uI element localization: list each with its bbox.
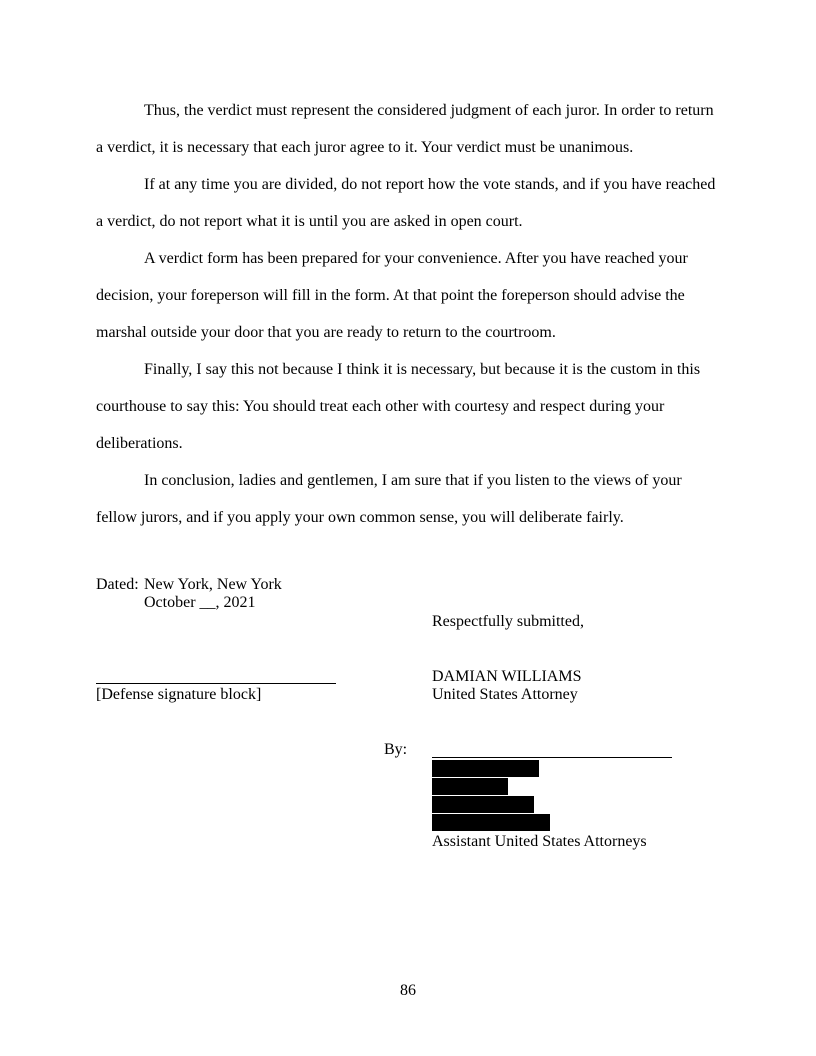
closing: Respectfully submitted, [432,613,584,630]
redaction-bar [432,760,539,777]
dated-label: Dated: [96,576,139,593]
paragraph-divided-vote: If at any time you are divided, do not report how the vote stands, and if you have reached a verdict, do not report what it is until you are asked in open court. [96,176,716,230]
redaction-bar [432,778,508,795]
paragraph-courtesy: Finally, I say this not because I think it is necessary, but because it is the custom in this courthouse to say this: You should treat each other with courtesy and respect during your deliberations. [96,361,701,452]
dated-place: New York, New York [144,576,282,593]
defense-signature-line [96,683,336,684]
page-number: 86 [400,982,416,999]
redaction-bar [432,814,550,831]
paragraph-conclusion: In conclusion, ladies and gentlemen, I am sure that if you listen to the views of your fellow jurors, and if you apply your own common sense, you will deliberate fairly. [96,472,682,526]
dated-block [96,576,282,612]
attorney-name: DAMIAN WILLIAMS [432,668,582,685]
defense-signature-block: [Defense signature block] [96,686,262,703]
attorney-title: United States Attorney [432,686,578,703]
body-text [96,92,716,536]
redaction-bar [432,796,534,813]
government-signature-block [432,613,584,704]
paragraph-verdict-form: A verdict form has been prepared for your convenience. After you have reached your decision, your foreperson will fill in the form. At that point the foreperson should advise the marshal outside your door that you are ready to return to the courtroom. [96,250,688,341]
government-signature-line [432,757,672,758]
paragraph-unanimous-verdict: Thus, the verdict must represent the considered judgment of each juror. In order to return a verdict, it is necessary that each juror agree to it. Your verdict must be unanimous. [96,102,714,156]
dated-date: October __, 2021 [144,594,256,611]
by-label: By: [384,741,408,758]
assistant-attorneys-title: Assistant United States Attorneys [432,833,647,850]
